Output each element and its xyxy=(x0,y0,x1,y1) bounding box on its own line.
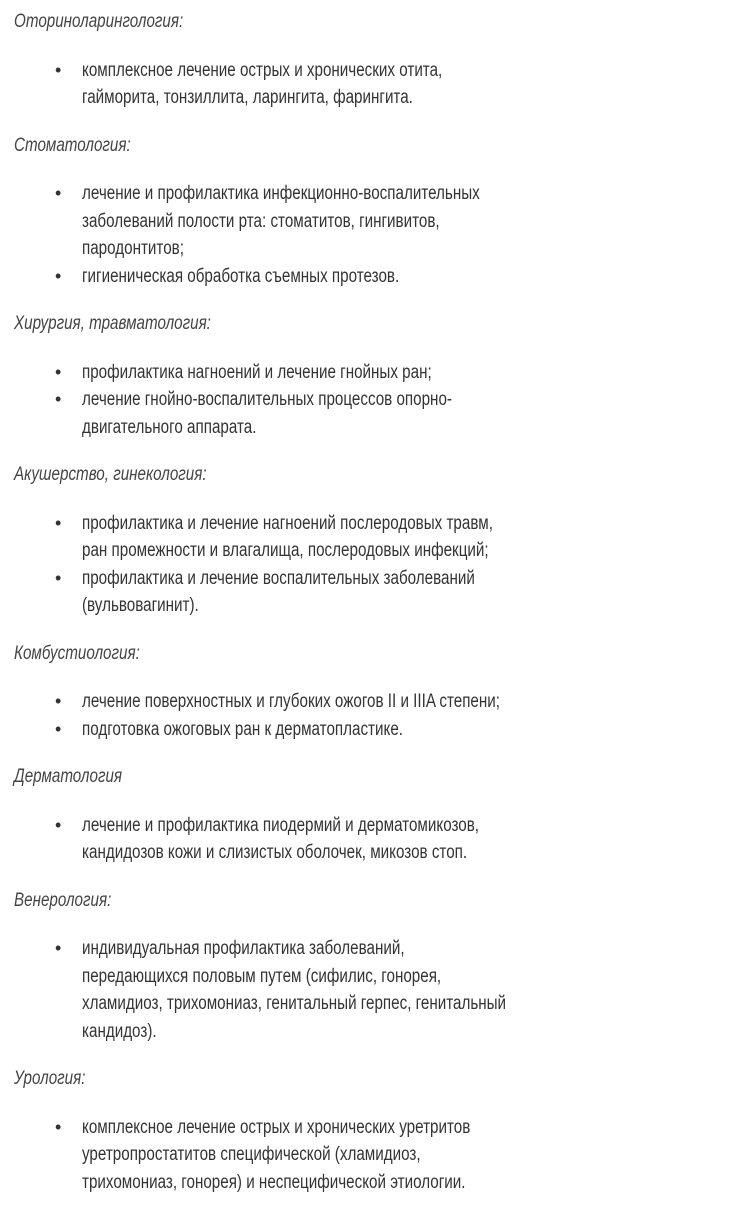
bullet-list xyxy=(0,57,737,112)
list-item-text: лечение поверхностных и глубоких ожогов II и IIIA степени; xyxy=(82,691,500,712)
list-item-text: хламидиоз, трихомониаз, генитальный герпес, генитальный xyxy=(82,993,507,1014)
list-item-text: индивидуальная профилактика заболеваний, xyxy=(82,938,405,959)
bullet-list xyxy=(0,180,737,290)
bullet-icon: • xyxy=(55,938,62,958)
list-item xyxy=(0,359,737,387)
list-item-text: пародонтитов; xyxy=(82,238,184,259)
list-item-text: профилактика и лечение нагноений послеродовых травм, xyxy=(82,512,493,534)
section-heading: Венерология: xyxy=(14,889,112,911)
bullet-list xyxy=(0,688,737,743)
list-item-text: подготовка ожоговых ран к дерматопластике. xyxy=(82,718,404,740)
section-heading: Акушерство, гинекология: xyxy=(14,464,207,485)
bullet-list xyxy=(0,510,737,620)
list-item-text: лечение и профилактика пиодермий и дерматомикозов, xyxy=(82,814,480,836)
bullet-icon: • xyxy=(55,718,62,739)
list-item xyxy=(0,57,737,112)
bullet-icon: • xyxy=(55,59,62,80)
list-item-text: гайморита, тонзиллита, ларингита, фарингита. xyxy=(82,87,413,108)
list-item xyxy=(0,510,737,565)
section-heading: Комбустиология: xyxy=(14,642,140,664)
list-item xyxy=(0,812,737,867)
section-heading: Хирургия, травматология: xyxy=(14,313,211,334)
list-item-text: трихомониаз, гонорея) и неспецифической этиологии. xyxy=(82,1171,466,1193)
list-item-text: лечение гнойно-воспалительных процессов опорно- xyxy=(82,389,452,410)
bullet-icon: • xyxy=(55,814,62,835)
bullet-list xyxy=(0,359,737,442)
list-item-text: гигиеническая обработка съемных протезов. xyxy=(82,265,400,287)
list-item-text: передающихся половым путем (сифилис, гонорея, xyxy=(82,965,442,987)
list-item-text: профилактика нагноений и лечение гнойных ран; xyxy=(82,361,432,383)
list-item xyxy=(0,180,737,263)
list-item-text: профилактика и лечение воспалительных заболеваний xyxy=(82,567,475,589)
bullet-icon: • xyxy=(55,1116,62,1137)
list-item xyxy=(0,688,737,716)
section-heading: Урология: xyxy=(14,1068,86,1089)
bullet-icon: • xyxy=(55,567,62,588)
bullet-icon: • xyxy=(55,512,62,533)
list-item xyxy=(0,565,737,620)
bullet-icon: • xyxy=(55,361,62,382)
list-item-text: двигательного аппарата. xyxy=(82,416,257,438)
bullet-icon: • xyxy=(55,691,62,711)
bullet-list xyxy=(0,812,737,867)
bullet-list xyxy=(0,935,737,1045)
list-item-text: лечение и профилактика инфекционно-воспалительных xyxy=(82,183,480,204)
list-item xyxy=(0,935,737,1045)
bullet-icon: • xyxy=(55,183,62,203)
list-item xyxy=(0,386,737,441)
document-body xyxy=(0,8,737,1216)
bullet-list xyxy=(0,1114,737,1197)
list-item-text: кандидозов кожи и слизистых оболочек, микозов стоп. xyxy=(82,842,468,863)
list-item xyxy=(0,1114,737,1197)
section-heading: Оториноларингология: xyxy=(14,11,184,32)
list-item-text: кандидоз). xyxy=(82,1020,157,1042)
list-item-text: ран промежности и влагалища, послеродовых инфекций; xyxy=(82,540,489,561)
list-item-text: комплексное лечение острых и хронических уретритов xyxy=(82,1116,471,1138)
list-item xyxy=(0,716,737,744)
list-item-text: уретропростатитов специфической (хламидиоз, xyxy=(82,1144,421,1165)
bullet-icon: • xyxy=(55,265,62,286)
list-item-text: (вульвовагинит). xyxy=(82,595,199,616)
list-item xyxy=(0,263,737,291)
list-item-text: комплексное лечение острых и хронических отита, xyxy=(82,59,443,81)
section-heading: Стоматология: xyxy=(14,134,131,156)
section-heading: Дерматология xyxy=(14,766,123,787)
list-item-text: заболеваний полости рта: стоматитов, гингивитов, xyxy=(82,210,440,232)
bullet-icon: • xyxy=(55,389,62,409)
